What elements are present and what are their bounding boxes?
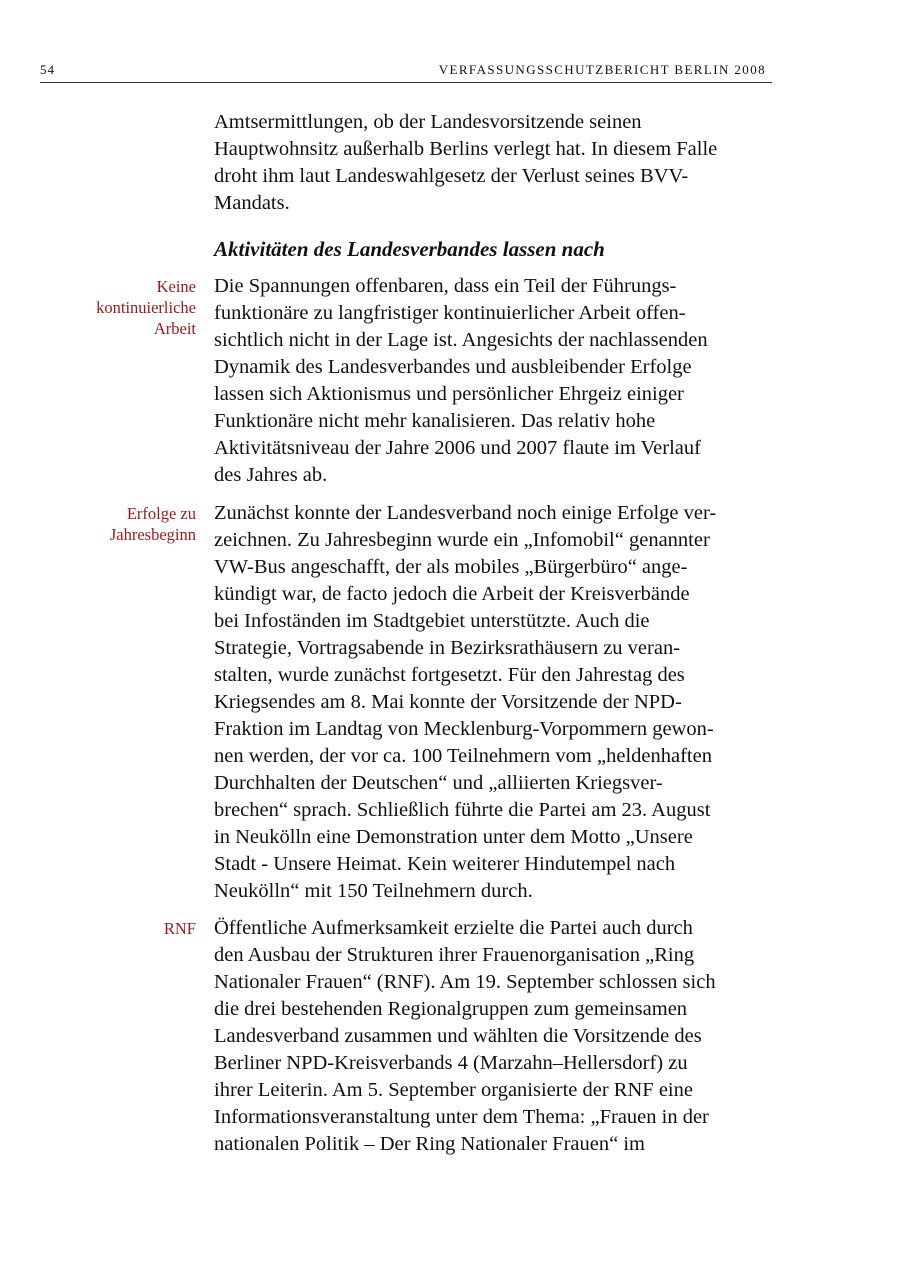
text-line: ihrer Leiterin. Am 5. September organisierte der RNF eine xyxy=(214,1079,693,1101)
margin-note-keine-kontinuierliche-arbeit xyxy=(56,276,196,339)
text-line: Fraktion im Landtag von Mecklenburg-Vorpommern gewon- xyxy=(214,718,714,740)
text-line: Stadt - Unsere Heimat. Kein weiterer Hindutempel nach xyxy=(214,853,676,875)
margin-note-line: Keine xyxy=(156,277,196,296)
text-line: Strategie, Vortragsabende in Bezirksrathäusern zu veran- xyxy=(214,637,681,659)
text-line: Dynamik des Landesverbandes und ausbleibender Erfolge xyxy=(214,356,692,378)
text-line: die drei bestehenden Regionalgruppen zum gemeinsamen xyxy=(214,998,688,1020)
section-heading: Aktivitäten des Landesverbandes lassen nach xyxy=(214,237,605,261)
text-line: nationalen Politik – Der Ring Nationaler Frauen“ im xyxy=(214,1133,645,1155)
text-line: Nationaler Frauen“ (RNF). Am 19. September schlossen sich xyxy=(214,971,716,993)
text-line: funktionäre zu langfristiger kontinuierlicher Arbeit offen- xyxy=(214,302,686,324)
text-line: nen werden, der vor ca. 100 Teilnehmern vom „heldenhaften xyxy=(214,745,712,767)
text-line: Landesverband zusammen und wählten die Vorsitzende des xyxy=(214,1025,702,1047)
text-line: in Neukölln eine Demonstration unter dem Motto „Unsere xyxy=(214,826,693,848)
paragraph-spannungen xyxy=(214,273,770,489)
page-header xyxy=(40,62,772,83)
margin-note-line: kontinuierliche xyxy=(96,298,196,317)
paragraph-intro xyxy=(214,109,770,217)
text-line: Hauptwohnsitz außerhalb Berlins verlegt hat. In diesem Falle xyxy=(214,138,718,160)
margin-note-rnf xyxy=(56,918,196,939)
text-line: Öffentliche Aufmerksamkeit erzielte die Partei auch durch xyxy=(214,917,693,939)
margin-note-line: Jahresbeginn xyxy=(109,525,196,544)
text-line: VW-Bus angeschafft, der als mobiles „Bürgerbüro“ ange- xyxy=(214,556,688,578)
text-line: Funktionäre nicht mehr kanalisieren. Das relativ hohe xyxy=(214,410,656,432)
margin-note-line: Arbeit xyxy=(153,319,196,338)
text-line: Kriegsendes am 8. Mai konnte der Vorsitzende der NPD- xyxy=(214,691,682,713)
text-line: kündigt war, de facto jedoch die Arbeit der Kreisverbände xyxy=(214,583,690,605)
text-line: Durchhalten der Deutschen“ und „alliierten Kriegsver- xyxy=(214,772,663,794)
text-line: Mandats. xyxy=(214,192,290,214)
paragraph-erfolge xyxy=(214,500,770,905)
running-title: VERFASSUNGSSCHUTZBERICHT BERLIN 2008 xyxy=(438,62,766,77)
margin-note-line: RNF xyxy=(163,919,196,938)
text-line: den Ausbau der Strukturen ihrer Frauenorganisation „Ring xyxy=(214,944,695,966)
page-number: 54 xyxy=(40,62,55,77)
text-line: Informationsveranstaltung unter dem Thema: „Frauen in der xyxy=(214,1106,709,1128)
text-line: brechen“ sprach. Schließlich führte die Partei am 23. August xyxy=(214,799,711,821)
text-line: bei Infoständen im Stadtgebiet unterstützte. Auch die xyxy=(214,610,650,632)
text-line: lassen sich Aktionismus und persönlicher Ehrgeiz einiger xyxy=(214,383,684,405)
text-line: Amtsermittlungen, ob der Landesvorsitzende seinen xyxy=(214,111,642,133)
text-line: Berliner NPD-Kreisverbands 4 (Marzahn–Hellersdorf) zu xyxy=(214,1052,688,1074)
text-line: Neukölln“ mit 150 Teilnehmern durch. xyxy=(214,880,533,902)
text-line: zeichnen. Zu Jahresbeginn wurde ein „Infomobil“ genannter xyxy=(214,529,710,551)
text-line: sichtlich nicht in der Lage ist. Angesichts der nachlassenden xyxy=(214,329,708,351)
text-line: droht ihm laut Landeswahlgesetz der Verlust seines BVV- xyxy=(214,165,689,187)
text-line: Zunächst konnte der Landesverband noch einige Erfolge ver- xyxy=(214,502,717,524)
text-line: Die Spannungen offenbaren, dass ein Teil der Führungs- xyxy=(214,275,677,297)
margin-note-line: Erfolge zu xyxy=(126,504,196,523)
margin-note-erfolge-zu-jahresbeginn xyxy=(56,503,196,545)
text-line: des Jahres ab. xyxy=(214,464,328,486)
paragraph-rnf xyxy=(214,915,770,1158)
text-line: stalten, wurde zunächst fortgesetzt. Für den Jahrestag des xyxy=(214,664,685,686)
text-line: Aktivitätsniveau der Jahre 2006 und 2007 flaute im Verlauf xyxy=(214,437,701,459)
